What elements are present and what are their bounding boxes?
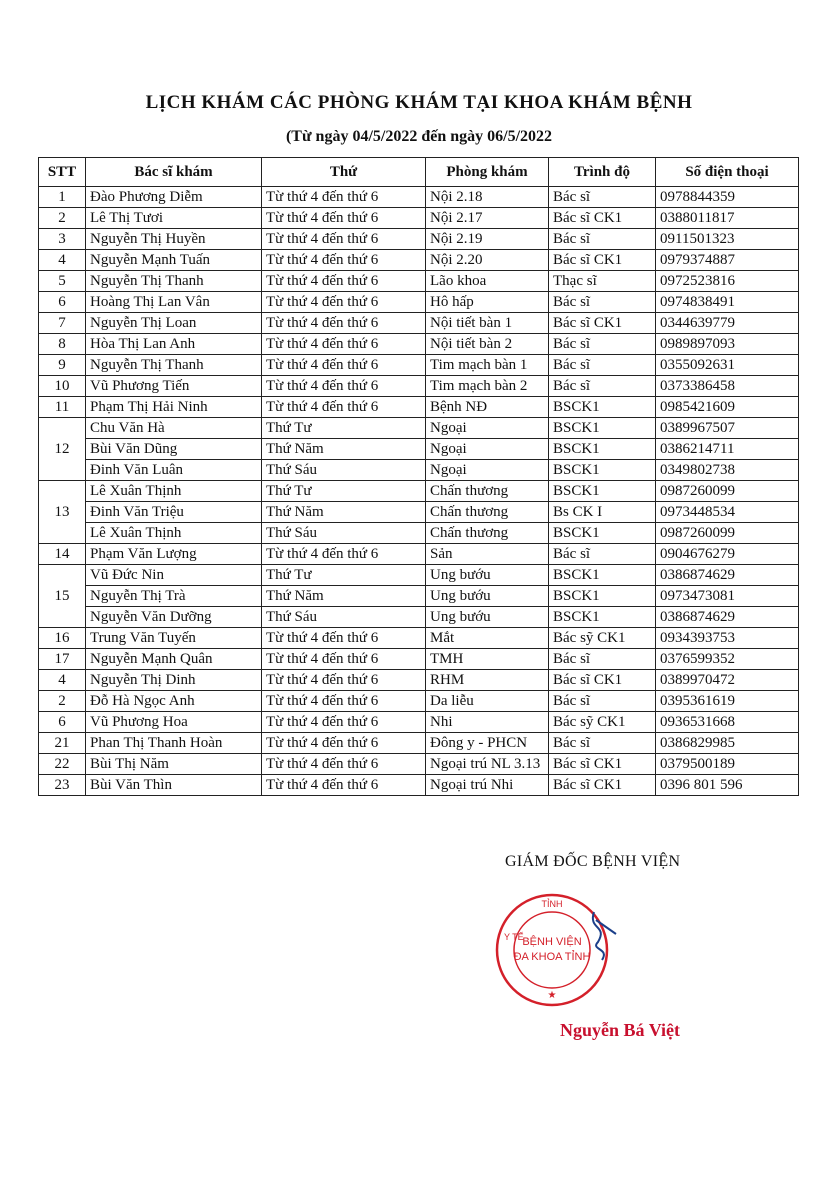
- cell-doctor: Lê Xuân Thịnh: [86, 481, 262, 502]
- cell-level: Thạc sĩ: [549, 271, 656, 292]
- document-subtitle: (Từ ngày 04/5/2022 đến ngày 06/5/2022: [285, 128, 553, 145]
- cell-doctor: Đỗ Hà Ngọc Anh: [86, 691, 262, 712]
- cell-day: Từ thứ 4 đến thứ 6: [262, 334, 426, 355]
- cell-room: Hô hấp: [426, 292, 549, 313]
- cell-room: Ngoại trú NL 3.13: [426, 754, 549, 775]
- cell-level: BSCK1: [549, 565, 656, 586]
- cell-stt: 6: [39, 292, 86, 313]
- stamp-text-line2: ĐA KHOA TỈNH: [513, 951, 591, 963]
- cell-doctor: Vũ Đức Nin: [86, 565, 262, 586]
- cell-day: Từ thứ 4 đến thứ 6: [262, 271, 426, 292]
- table-row: [39, 460, 799, 481]
- cell-day: Thứ Sáu: [262, 607, 426, 628]
- table-row: [39, 523, 799, 544]
- cell-day: Thứ Năm: [262, 439, 426, 460]
- table-row: [39, 754, 799, 775]
- cell-day: Từ thứ 4 đến thứ 6: [262, 733, 426, 754]
- cell-level: BSCK1: [549, 418, 656, 439]
- table-row: [39, 649, 799, 670]
- table-row: [39, 187, 799, 208]
- cell-day: Từ thứ 4 đến thứ 6: [262, 355, 426, 376]
- signer-name: Nguyễn Bá Việt: [560, 1020, 681, 1040]
- cell-stt: 2: [39, 208, 86, 229]
- cell-day: Thứ Tư: [262, 418, 426, 439]
- hospital-stamp: [490, 890, 640, 1010]
- cell-stt: 17: [39, 649, 86, 670]
- table-row: [39, 628, 799, 649]
- cell-room: Nội tiết bàn 2: [426, 334, 549, 355]
- cell-doctor: Nguyễn Thị Thanh: [86, 271, 262, 292]
- cell-phone: 0373386458: [656, 376, 799, 397]
- cell-phone: 0904676279: [656, 544, 799, 565]
- cell-doctor: Vũ Phương Tiến: [86, 376, 262, 397]
- cell-room: TMH: [426, 649, 549, 670]
- cell-doctor: Đinh Văn Triệu: [86, 502, 262, 523]
- cell-level: BSCK1: [549, 397, 656, 418]
- table-row: [39, 775, 799, 796]
- schedule-table: [38, 157, 799, 796]
- table-row: [39, 355, 799, 376]
- cell-level: Bác sĩ: [549, 187, 656, 208]
- cell-level: Bác sỹ CK1: [549, 712, 656, 733]
- cell-doctor: Nguyễn Mạnh Tuấn: [86, 250, 262, 271]
- cell-room: Nội tiết bàn 1: [426, 313, 549, 334]
- header-stt: STT: [39, 158, 86, 187]
- cell-room: Nội 2.17: [426, 208, 549, 229]
- stamp-text-left: Y TẾ: [504, 932, 524, 942]
- cell-day: Từ thứ 4 đến thứ 6: [262, 775, 426, 796]
- cell-doctor: Nguyễn Thị Thanh: [86, 355, 262, 376]
- table-row: [39, 712, 799, 733]
- header-room: Phòng khám: [426, 158, 549, 187]
- cell-doctor: Phạm Văn Lượng: [86, 544, 262, 565]
- cell-stt: 12: [39, 418, 86, 481]
- header-day: Thứ: [262, 158, 426, 187]
- table-row: [39, 670, 799, 691]
- cell-room: Ngoại: [426, 418, 549, 439]
- cell-phone: 0379500189: [656, 754, 799, 775]
- cell-day: Từ thứ 4 đến thứ 6: [262, 649, 426, 670]
- cell-stt: 8: [39, 334, 86, 355]
- cell-room: Nội 2.20: [426, 250, 549, 271]
- cell-level: Bác sĩ: [549, 334, 656, 355]
- cell-level: Bác sĩ CK1: [549, 208, 656, 229]
- table-row: [39, 250, 799, 271]
- table-row: [39, 607, 799, 628]
- cell-room: Nội 2.18: [426, 187, 549, 208]
- cell-doctor: Hoàng Thị Lan Vân: [86, 292, 262, 313]
- table-row: [39, 376, 799, 397]
- table-row: [39, 544, 799, 565]
- cell-day: Thứ Tư: [262, 481, 426, 502]
- cell-stt: 21: [39, 733, 86, 754]
- stamp-star: ★: [547, 990, 557, 1001]
- cell-room: RHM: [426, 670, 549, 691]
- cell-phone: 0934393753: [656, 628, 799, 649]
- cell-room: Da liễu: [426, 691, 549, 712]
- cell-phone: 0386214711: [656, 439, 799, 460]
- cell-stt: 1: [39, 187, 86, 208]
- cell-day: Thứ Năm: [262, 586, 426, 607]
- cell-level: Bác sĩ: [549, 376, 656, 397]
- cell-doctor: Nguyễn Thị Trà: [86, 586, 262, 607]
- cell-level: Bác sĩ CK1: [549, 775, 656, 796]
- header-level: Trình độ: [549, 158, 656, 187]
- table-row: [39, 334, 799, 355]
- cell-level: Bác sĩ: [549, 649, 656, 670]
- cell-day: Thứ Năm: [262, 502, 426, 523]
- cell-level: Bác sĩ: [549, 355, 656, 376]
- cell-day: Từ thứ 4 đến thứ 6: [262, 229, 426, 250]
- cell-doctor: Lê Thị Tươi: [86, 208, 262, 229]
- cell-stt: 2: [39, 691, 86, 712]
- cell-phone: 0989897093: [656, 334, 799, 355]
- cell-level: BSCK1: [549, 481, 656, 502]
- cell-room: Sản: [426, 544, 549, 565]
- table-row: [39, 565, 799, 586]
- cell-phone: 0386874629: [656, 607, 799, 628]
- cell-phone: 0389967507: [656, 418, 799, 439]
- cell-doctor: Nguyễn Mạnh Quân: [86, 649, 262, 670]
- cell-phone: 0389970472: [656, 670, 799, 691]
- table-row: [39, 439, 799, 460]
- cell-level: Bác sĩ: [549, 229, 656, 250]
- cell-phone: 0973473081: [656, 586, 799, 607]
- table-row: [39, 733, 799, 754]
- cell-phone: 0396 801 596: [656, 775, 799, 796]
- cell-room: Tim mạch bàn 1: [426, 355, 549, 376]
- cell-room: Ung bướu: [426, 586, 549, 607]
- cell-day: Từ thứ 4 đến thứ 6: [262, 691, 426, 712]
- cell-level: BSCK1: [549, 607, 656, 628]
- cell-doctor: Nguyễn Thị Huyền: [86, 229, 262, 250]
- cell-phone: 0987260099: [656, 481, 799, 502]
- cell-stt: 7: [39, 313, 86, 334]
- cell-room: Chấn thương: [426, 523, 549, 544]
- cell-doctor: Bùi Thị Năm: [86, 754, 262, 775]
- cell-room: Nội 2.19: [426, 229, 549, 250]
- cell-phone: 0349802738: [656, 460, 799, 481]
- document-title: LỊCH KHÁM CÁC PHÒNG KHÁM TẠI KHOA KHÁM BỆNH: [145, 92, 693, 113]
- cell-room: Đông y - PHCN: [426, 733, 549, 754]
- cell-doctor: Nguyễn Thị Loan: [86, 313, 262, 334]
- table-row: [39, 313, 799, 334]
- table-row: [39, 502, 799, 523]
- cell-stt: 22: [39, 754, 86, 775]
- cell-level: Bác sĩ CK1: [549, 754, 656, 775]
- cell-doctor: Đinh Văn Luân: [86, 460, 262, 481]
- cell-day: Từ thứ 4 đến thứ 6: [262, 544, 426, 565]
- cell-phone: 0979374887: [656, 250, 799, 271]
- cell-stt: 23: [39, 775, 86, 796]
- cell-doctor: Vũ Phương Hoa: [86, 712, 262, 733]
- cell-stt: 4: [39, 250, 86, 271]
- cell-level: BSCK1: [549, 523, 656, 544]
- cell-doctor: Trung Văn Tuyến: [86, 628, 262, 649]
- cell-doctor: Đào Phương Diễm: [86, 187, 262, 208]
- cell-day: Từ thứ 4 đến thứ 6: [262, 670, 426, 691]
- header-doctor: Bác sĩ khám: [86, 158, 262, 187]
- cell-phone: 0344639779: [656, 313, 799, 334]
- cell-phone: 0972523816: [656, 271, 799, 292]
- cell-room: Mắt: [426, 628, 549, 649]
- cell-phone: 0386874629: [656, 565, 799, 586]
- cell-level: Bác sĩ CK1: [549, 670, 656, 691]
- cell-phone: 0376599352: [656, 649, 799, 670]
- cell-level: Bác sĩ: [549, 292, 656, 313]
- cell-day: Thứ Sáu: [262, 523, 426, 544]
- cell-stt: 15: [39, 565, 86, 628]
- header-phone: Số điện thoại: [656, 158, 799, 187]
- cell-stt: 3: [39, 229, 86, 250]
- cell-level: Bác sĩ: [549, 544, 656, 565]
- cell-doctor: Phạm Thị Hải Ninh: [86, 397, 262, 418]
- cell-phone: 0388011817: [656, 208, 799, 229]
- cell-room: Ngoại trú Nhi: [426, 775, 549, 796]
- cell-day: Từ thứ 4 đến thứ 6: [262, 754, 426, 775]
- table-row: [39, 292, 799, 313]
- cell-room: Nhi: [426, 712, 549, 733]
- cell-day: Từ thứ 4 đến thứ 6: [262, 250, 426, 271]
- cell-room: Tim mạch bàn 2: [426, 376, 549, 397]
- cell-room: Ngoại: [426, 439, 549, 460]
- cell-phone: 0355092631: [656, 355, 799, 376]
- cell-room: Lão khoa: [426, 271, 549, 292]
- cell-day: Từ thứ 4 đến thứ 6: [262, 313, 426, 334]
- cell-level: BSCK1: [549, 586, 656, 607]
- cell-phone: 0911501323: [656, 229, 799, 250]
- cell-phone: 0973448534: [656, 502, 799, 523]
- table-row: [39, 691, 799, 712]
- cell-day: Thứ Sáu: [262, 460, 426, 481]
- cell-level: Bs CK I: [549, 502, 656, 523]
- cell-stt: 6: [39, 712, 86, 733]
- cell-doctor: Phan Thị Thanh Hoàn: [86, 733, 262, 754]
- cell-room: Ung bướu: [426, 607, 549, 628]
- cell-stt: 9: [39, 355, 86, 376]
- cell-phone: 0395361619: [656, 691, 799, 712]
- table-row: [39, 208, 799, 229]
- cell-level: Bác sĩ: [549, 733, 656, 754]
- cell-day: Từ thứ 4 đến thứ 6: [262, 376, 426, 397]
- cell-room: Ung bướu: [426, 565, 549, 586]
- cell-level: Bác sỹ CK1: [549, 628, 656, 649]
- cell-day: Từ thứ 4 đến thứ 6: [262, 187, 426, 208]
- cell-doctor: Nguyễn Thị Dinh: [86, 670, 262, 691]
- cell-level: BSCK1: [549, 439, 656, 460]
- table-body: [39, 187, 799, 796]
- cell-phone: 0987260099: [656, 523, 799, 544]
- cell-phone: 0386829985: [656, 733, 799, 754]
- table-row: [39, 271, 799, 292]
- cell-room: Chấn thương: [426, 502, 549, 523]
- cell-room: Ngoại: [426, 460, 549, 481]
- cell-level: Bác sĩ CK1: [549, 313, 656, 334]
- stamp-text-line1: BỆNH VIỆN: [522, 936, 582, 948]
- cell-level: BSCK1: [549, 460, 656, 481]
- cell-stt: 14: [39, 544, 86, 565]
- table-row: [39, 481, 799, 502]
- cell-doctor: Bùi Văn Thìn: [86, 775, 262, 796]
- table-row: [39, 229, 799, 250]
- cell-doctor: Chu Văn Hà: [86, 418, 262, 439]
- cell-doctor: Bùi Văn Dũng: [86, 439, 262, 460]
- cell-doctor: Hòa Thị Lan Anh: [86, 334, 262, 355]
- director-title: GIÁM ĐỐC BỆNH VIỆN: [505, 853, 681, 870]
- cell-day: Từ thứ 4 đến thứ 6: [262, 292, 426, 313]
- cell-day: Thứ Tư: [262, 565, 426, 586]
- table-row: [39, 418, 799, 439]
- cell-phone: 0985421609: [656, 397, 799, 418]
- cell-phone: 0936531668: [656, 712, 799, 733]
- cell-day: Từ thứ 4 đến thứ 6: [262, 397, 426, 418]
- cell-room: Bệnh NĐ: [426, 397, 549, 418]
- cell-level: Bác sĩ CK1: [549, 250, 656, 271]
- table-row: [39, 586, 799, 607]
- cell-day: Từ thứ 4 đến thứ 6: [262, 712, 426, 733]
- cell-room: Chấn thương: [426, 481, 549, 502]
- cell-doctor: Lê Xuân Thịnh: [86, 523, 262, 544]
- cell-stt: 13: [39, 481, 86, 544]
- cell-stt: 5: [39, 271, 86, 292]
- cell-stt: 10: [39, 376, 86, 397]
- cell-stt: 16: [39, 628, 86, 649]
- cell-day: Từ thứ 4 đến thứ 6: [262, 628, 426, 649]
- cell-stt: 4: [39, 670, 86, 691]
- cell-phone: 0978844359: [656, 187, 799, 208]
- cell-phone: 0974838491: [656, 292, 799, 313]
- stamp-text-top: TỈNH: [541, 899, 563, 909]
- cell-level: Bác sĩ: [549, 691, 656, 712]
- table-header-row: [39, 158, 799, 187]
- table-row: [39, 397, 799, 418]
- cell-day: Từ thứ 4 đến thứ 6: [262, 208, 426, 229]
- cell-doctor: Nguyễn Văn Dưỡng: [86, 607, 262, 628]
- cell-stt: 11: [39, 397, 86, 418]
